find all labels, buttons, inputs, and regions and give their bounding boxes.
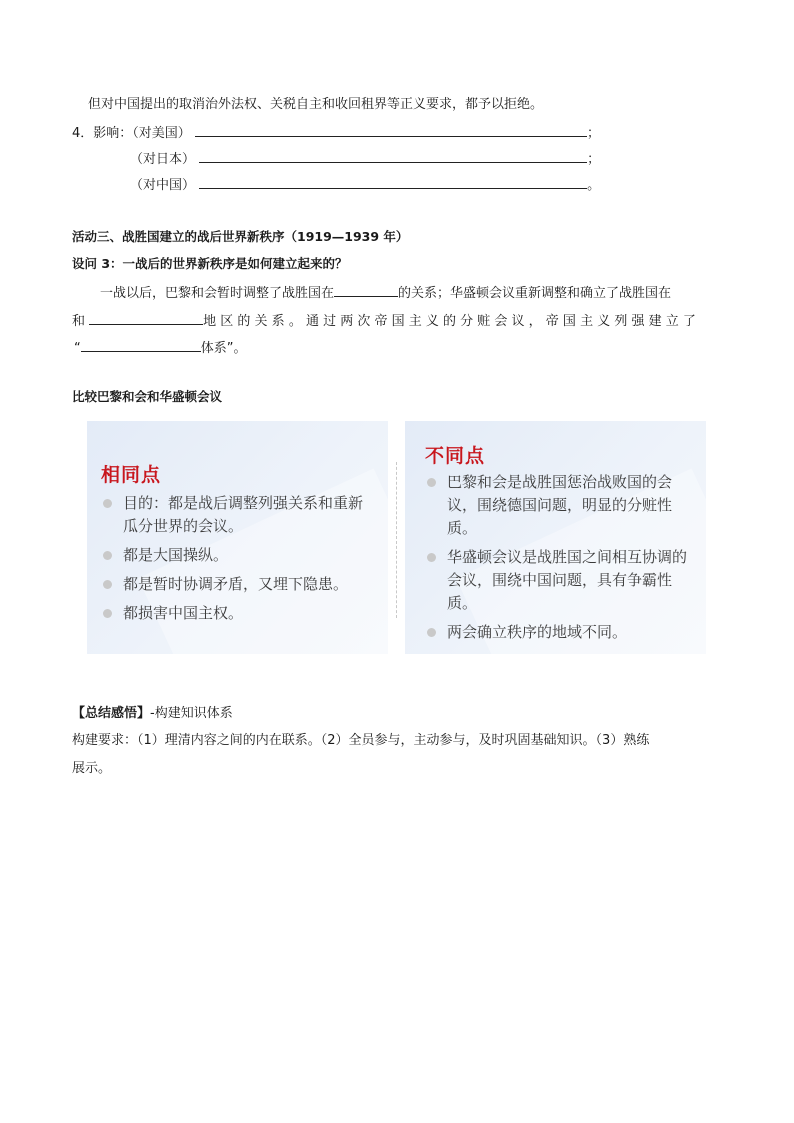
impact-japan-end: ； [587, 152, 601, 167]
activity3-question: 设问 3：一战后的世界新秩序是如何建立起来的？ [72, 256, 348, 271]
same-points-title: 相同点 [101, 464, 162, 486]
para3-blank[interactable] [81, 337, 201, 352]
same-point-item: 都损害中国主权。 [101, 602, 371, 625]
bullet-dot-icon [103, 609, 112, 618]
summary-heading: 【总结感悟】 [72, 706, 151, 721]
activity3-para-line1 [100, 282, 671, 304]
impact-usa-blank[interactable] [195, 122, 587, 137]
same-points-list [101, 492, 371, 631]
bullet-dot-icon [103, 499, 112, 508]
impact-china-end: 。 [587, 178, 601, 193]
bullet-dot-icon [103, 551, 112, 560]
impact-usa-end: ； [586, 126, 600, 141]
impact-japan-blank[interactable] [199, 148, 587, 163]
same-point-item: 目的：都是战后调整列强关系和重新瓜分世界的会议。 [101, 492, 371, 538]
impact-usa-label: （对美国） [132, 126, 191, 141]
summary-line2: 展示。 [72, 761, 112, 776]
impact-china-line [130, 174, 600, 196]
same-point-item: 都是暂时协调矛盾，又埋下隐患。 [101, 573, 371, 596]
bullet-dot-icon [103, 580, 112, 589]
activity3-para-line2 [72, 310, 696, 332]
para1-text-b: 的关系；华盛顿会议重新调整和确立了战胜国在 [398, 286, 672, 301]
impact-usa-line [72, 122, 600, 144]
impact-japan-line [130, 148, 600, 170]
para2-blank[interactable] [89, 310, 203, 325]
para1-blank[interactable] [334, 282, 398, 297]
same-points-panel [87, 421, 388, 654]
compare-title: 比较巴黎和会和华盛顿会议 [72, 389, 223, 404]
para3-text-a: “ [74, 341, 81, 356]
bullet-dot-icon [427, 628, 436, 637]
panel-divider [396, 462, 397, 618]
para2-text-b: 地 区 的 关 系 。 通 过 两 次 帝 国 主 义 的 分 赃 会 议 ， 帝 国 主 义 列 强 建 立 了 [203, 314, 696, 329]
bullet-dot-icon [427, 553, 436, 562]
bullet-dot-icon [427, 478, 436, 487]
impact-china-label: （对中国） [130, 178, 196, 193]
impact-japan-label: （对日本） [130, 152, 196, 167]
summary-line1: 构建要求：（1）理清内容之间的内在联系。（2）全员参与，主动参与，及时巩固基础知识。（3）熟练 [72, 733, 650, 748]
summary-heading-line [72, 704, 233, 724]
diff-point-item: 华盛顿会议是战胜国之间相互协调的会议，围绕中国问题，具有争霸性质。 [425, 546, 693, 615]
activity3-title: 活动三、战胜国建立的战后世界新秩序（1919—1939 年） [72, 229, 409, 244]
impact-china-blank[interactable] [199, 174, 587, 189]
diff-points-panel [405, 421, 706, 654]
para3-text-b: 体系”。 [200, 341, 247, 356]
activity3-para-line3 [74, 337, 247, 359]
para1-text-a: 一战以后，巴黎和会暂时调整了战胜国在 [100, 286, 335, 301]
impact-heading: 4．影响： [72, 126, 133, 141]
diff-point-item: 巴黎和会是战胜国惩治战败国的会议，围绕德国问题，明显的分赃性质。 [425, 471, 693, 540]
diff-points-title: 不同点 [425, 445, 486, 467]
summary-heading-suffix: -构建知识体系 [150, 706, 233, 721]
same-point-item: 都是大国操纵。 [101, 544, 371, 567]
para2-text-a: 和 [72, 314, 86, 329]
diff-points-list [425, 471, 693, 650]
intro-line: 但对中国提出的取消治外法权、关税自主和收回租界等正义要求，都予以拒绝。 [88, 97, 544, 112]
diff-point-item: 两会确立秩序的地域不同。 [425, 621, 693, 644]
